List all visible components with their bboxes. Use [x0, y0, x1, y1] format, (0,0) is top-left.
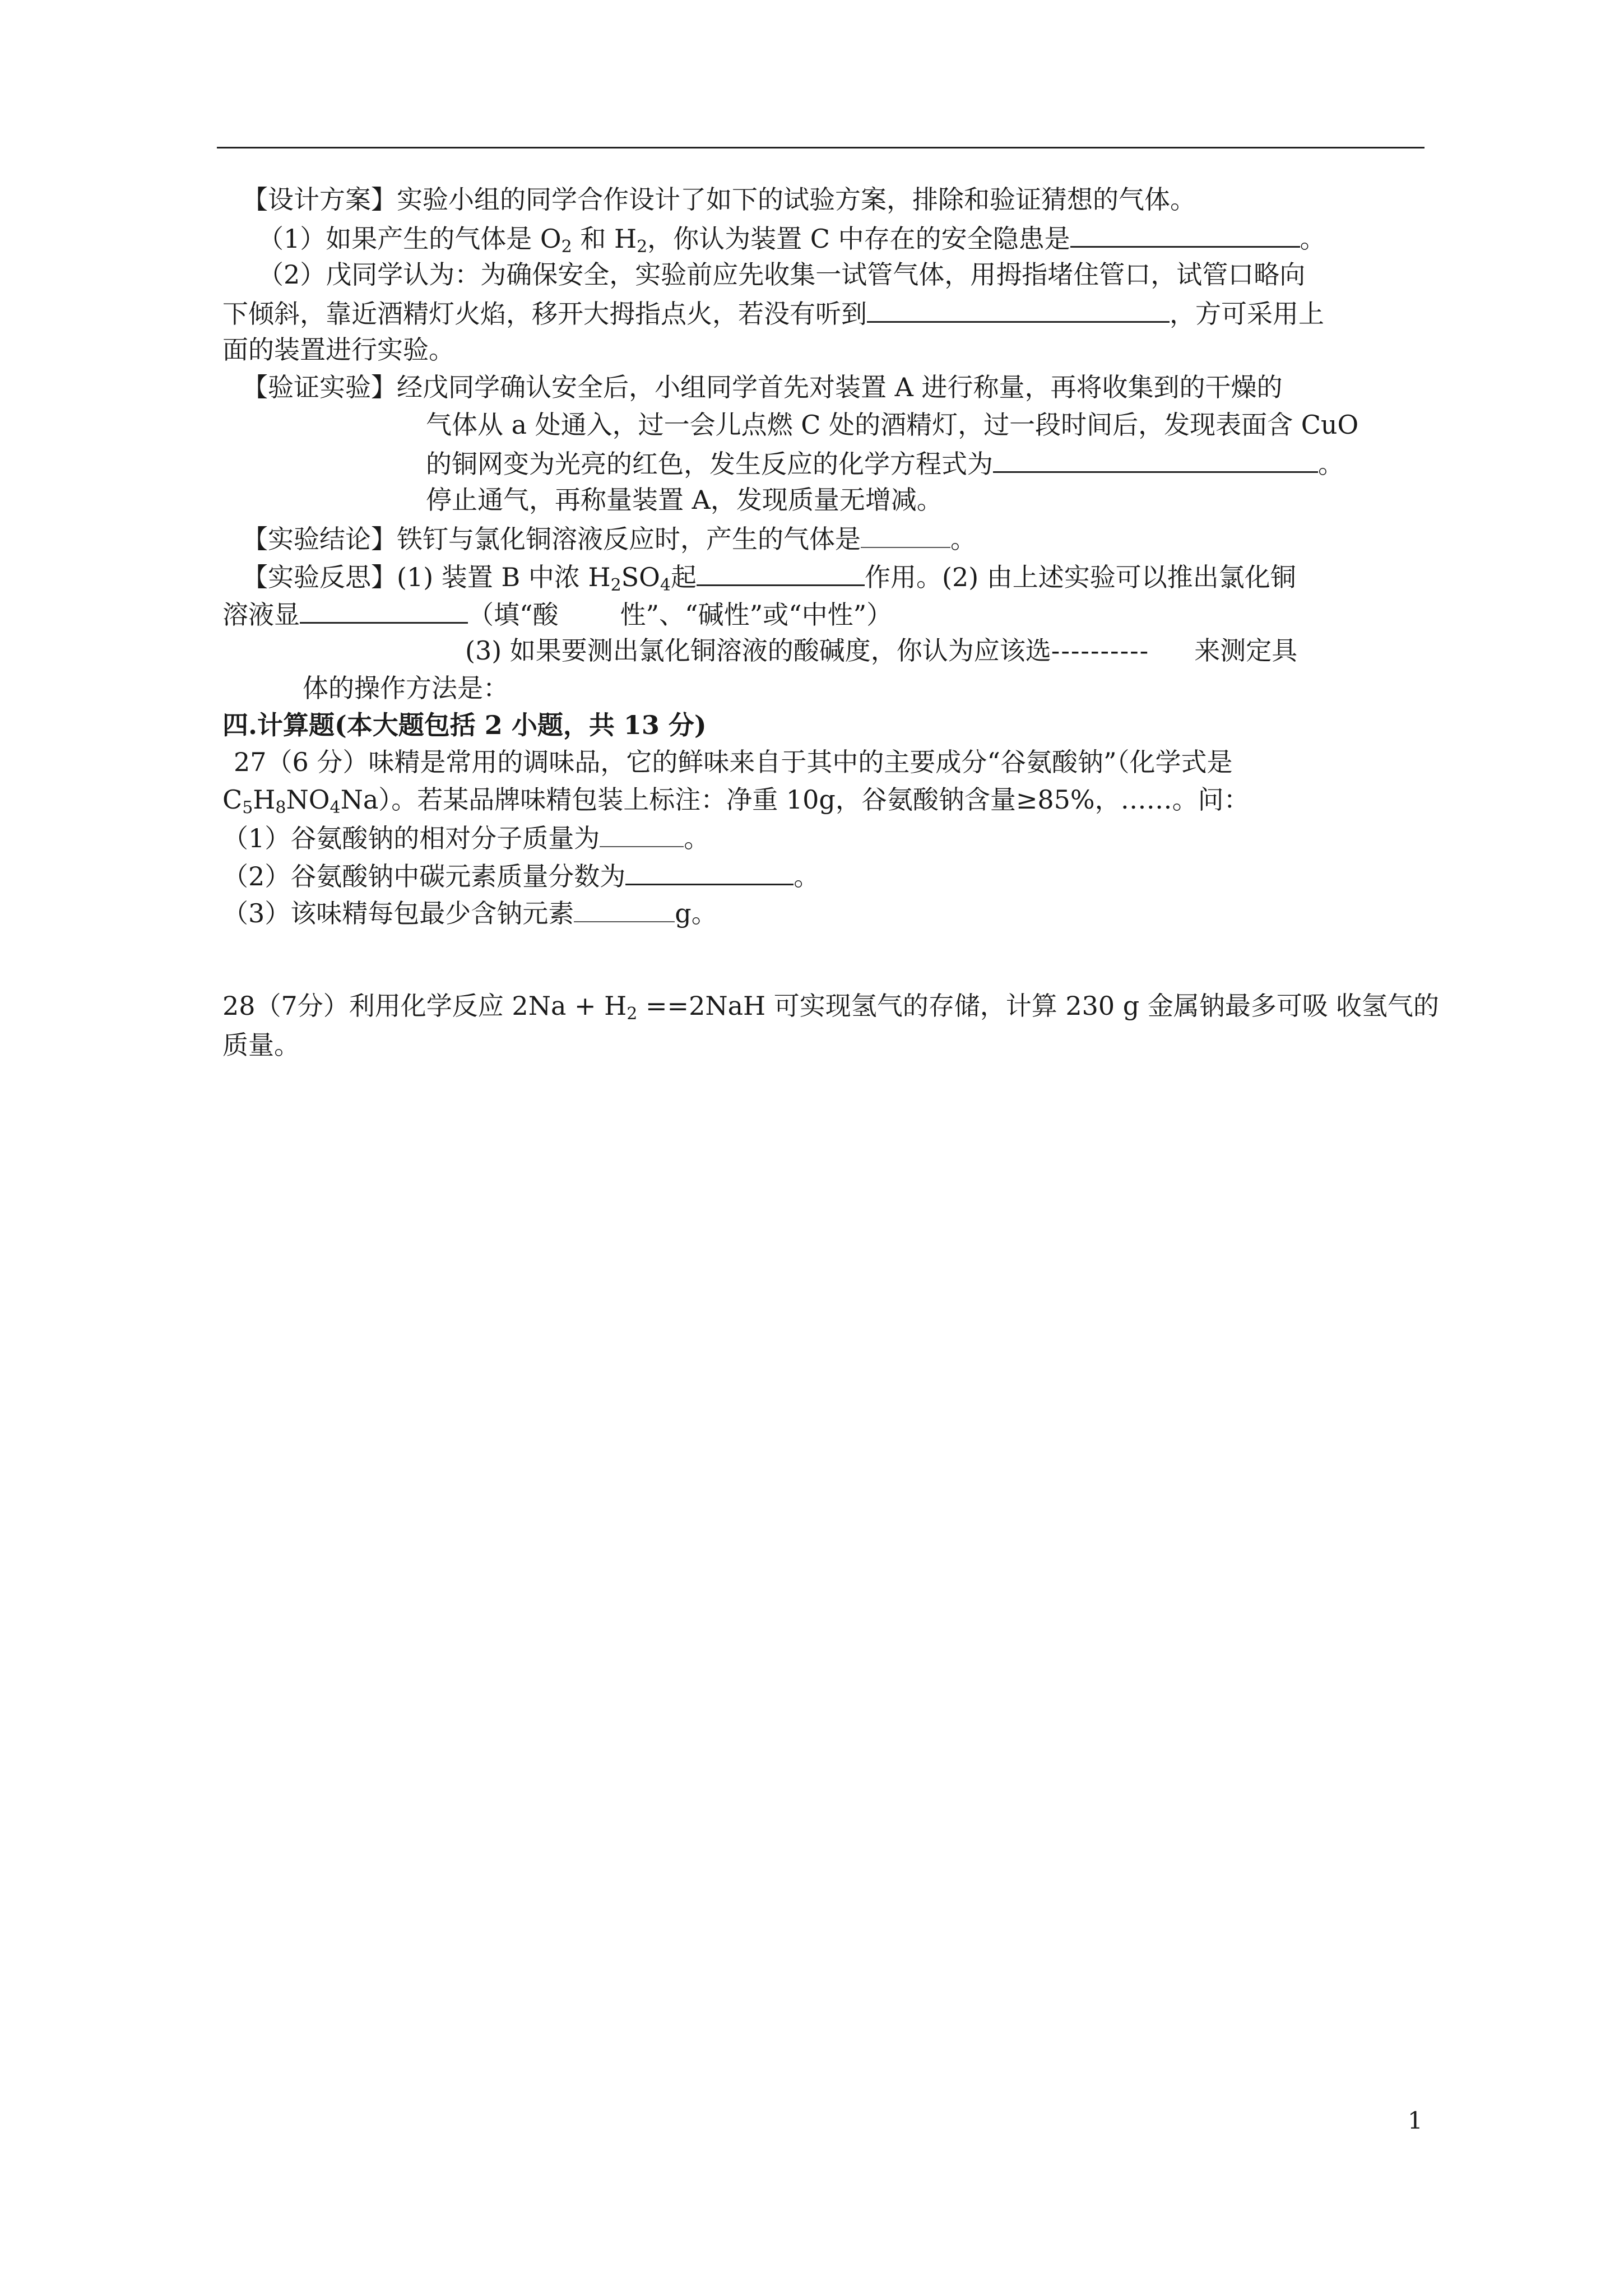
verify-line4: [426, 483, 943, 517]
verify-l4-text: 停止通气，再称量装置 A，发现质量无增减。: [426, 485, 943, 515]
design-q2-line1: [258, 258, 1305, 291]
reflect-l3a: (3) 如果要测出氯化铜溶液的酸碱度，你认为应该选: [465, 635, 1051, 666]
q28-l1b: ==2NaH 可实现氢气的存储，计算 230 g 金属钠最多可吸: [637, 991, 1328, 1021]
reflect-sub-4: 4: [660, 575, 671, 595]
q27-part3: [222, 895, 717, 930]
reflect-l2b: （填“酸: [468, 600, 559, 630]
reflect-l1c: 起: [671, 562, 697, 592]
q27-p1-text: （1）谷氨酸钠的相对分子质量为: [222, 823, 600, 853]
q2-line2b-text: ，方可采用上: [1170, 299, 1324, 329]
design-intro-text: 【设计方案】实验小组的同学合作设计了如下的试验方案，排除和验证猜想的气体。: [242, 184, 1196, 215]
formula-c: C: [222, 784, 243, 815]
conclusion-end: 。: [950, 524, 976, 554]
q27-part2: [222, 858, 819, 893]
reflect-l1b: SO: [621, 562, 660, 592]
verify-line2: [426, 408, 1358, 442]
q1-text-b: 和 H: [580, 224, 637, 254]
q1-sub-o2: 2: [561, 237, 572, 257]
q28-l1c: 收氢气的: [1335, 991, 1439, 1021]
q2-line1-text: （2）戊同学认为：为确保安全，实验前应先收集一试管气体，用拇指堵住管口，试管口略向: [258, 259, 1306, 290]
q27-p1-blank[interactable]: [600, 820, 684, 847]
verify-l2-text: 气体从 a 处通入，过一会儿点燃 C 处的酒精灯，过一段时间后，发现表面含 CuO: [426, 410, 1359, 440]
design-q1: [258, 220, 1326, 256]
reflect-l2a: 溶液显: [222, 600, 300, 630]
q1-text-c: ，你认为装置 C 中存在的安全隐患是: [647, 224, 1070, 254]
q2-answer-blank[interactable]: [867, 295, 1170, 323]
q28-sub-2: 2: [627, 1004, 638, 1024]
q27-p2-end: 。: [794, 861, 820, 891]
verify-line3: [426, 445, 1344, 481]
verify-label: 【验证实验】: [242, 372, 397, 402]
formula-h-sub: 8: [275, 798, 286, 818]
formula-c-sub: 5: [242, 798, 253, 818]
reflect-nature-blank[interactable]: [300, 596, 468, 624]
q27-p2-text: （2）谷氨酸钠中碳元素质量分数为: [222, 861, 626, 891]
q27-p3-blank[interactable]: [574, 895, 675, 922]
q2-line2a-text: 下倾斜，靠近酒精灯火焰，移开大拇指点火，若没有听到: [222, 299, 867, 329]
reflect-line1: [242, 559, 1296, 594]
reflect-line4: [303, 671, 509, 705]
q27-l1-text: 27（6 分）味精是常用的调味品，它的鲜味来自于其中的主要成分“谷氨酸钠”（化学式是: [234, 747, 1233, 777]
section4-title-text: 四.计算题(本大题包括 2 小题，共 13 分): [222, 710, 707, 740]
reflect-l2c: 性”、“碱性”或“中性”）: [620, 600, 893, 630]
formula-o-sub: 4: [330, 798, 341, 818]
reflect-l4: 体的操作方法是：: [303, 673, 509, 703]
reflect-line3: [465, 634, 1297, 667]
q27-part1: [222, 820, 709, 855]
header-rule: [217, 147, 1425, 148]
conclusion-text: 【实验结论】铁钉与氯化铜溶液反应时，产生的气体是: [242, 524, 861, 554]
reflect-l1d: 作用。(2) 由上述实验可以推出氯化铜: [865, 562, 1296, 592]
design-intro: [242, 183, 1196, 216]
section4-title: [222, 708, 707, 742]
reflect-dash-blank[interactable]: ----------: [1051, 635, 1150, 666]
formula-h: H: [253, 784, 276, 815]
reflect-l1a: 【实验反思】(1) 装置 B 中浓 H: [242, 562, 611, 592]
reflect-l3b: 来测定具: [1194, 635, 1298, 666]
reflect-role-blank[interactable]: [697, 559, 865, 586]
q1-text-a: （1）如果产生的气体是 O: [258, 224, 562, 254]
verify-l1-text: 经戊同学确认安全后，小组同学首先对装置 A 进行称量，再将收集到的干燥的: [397, 372, 1283, 402]
q27-p2-blank[interactable]: [625, 858, 794, 885]
reflect-sub-2: 2: [610, 575, 621, 595]
conclusion-answer-blank[interactable]: [861, 521, 950, 548]
conclusion-line: [242, 521, 976, 556]
q28-line1: [222, 989, 1439, 1023]
equation-answer-blank[interactable]: [993, 445, 1318, 473]
q27-p3-end: g。: [675, 898, 717, 928]
verify-l3b-text: 。: [1318, 449, 1344, 479]
q1-end: 。: [1300, 224, 1326, 254]
q2-line3-text: 面的装置进行实验。: [222, 335, 454, 365]
q28-l1a: 28（7分）利用化学反应 2Na + H: [222, 991, 627, 1021]
formula-no: NO: [286, 784, 330, 815]
q27-line1: [234, 745, 1232, 779]
q27-line2: [222, 783, 1250, 816]
verify-l3a-text: 的铜网变为光亮的红色，发生反应的化学方程式为: [426, 449, 993, 479]
design-q2-line3: [222, 333, 454, 366]
q27-p1-end: 。: [684, 823, 710, 853]
q27-l2-rest: Na）。若某品牌味精包装上标注：净重 10g，谷氨酸钠含量≥85%，……。问：: [340, 784, 1250, 815]
page-number: 1: [1408, 2107, 1423, 2134]
verify-line1: [242, 370, 1282, 404]
q28-line2: [222, 1028, 300, 1062]
q1-sub-h2: 2: [637, 237, 648, 257]
q28-l2: 质量。: [222, 1030, 300, 1060]
reflect-line2: [222, 596, 892, 631]
q1-answer-blank[interactable]: [1070, 220, 1300, 248]
q27-p3-text: （3）该味精每包最少含钠元素: [222, 898, 574, 928]
design-q2-line2: [222, 295, 1324, 331]
